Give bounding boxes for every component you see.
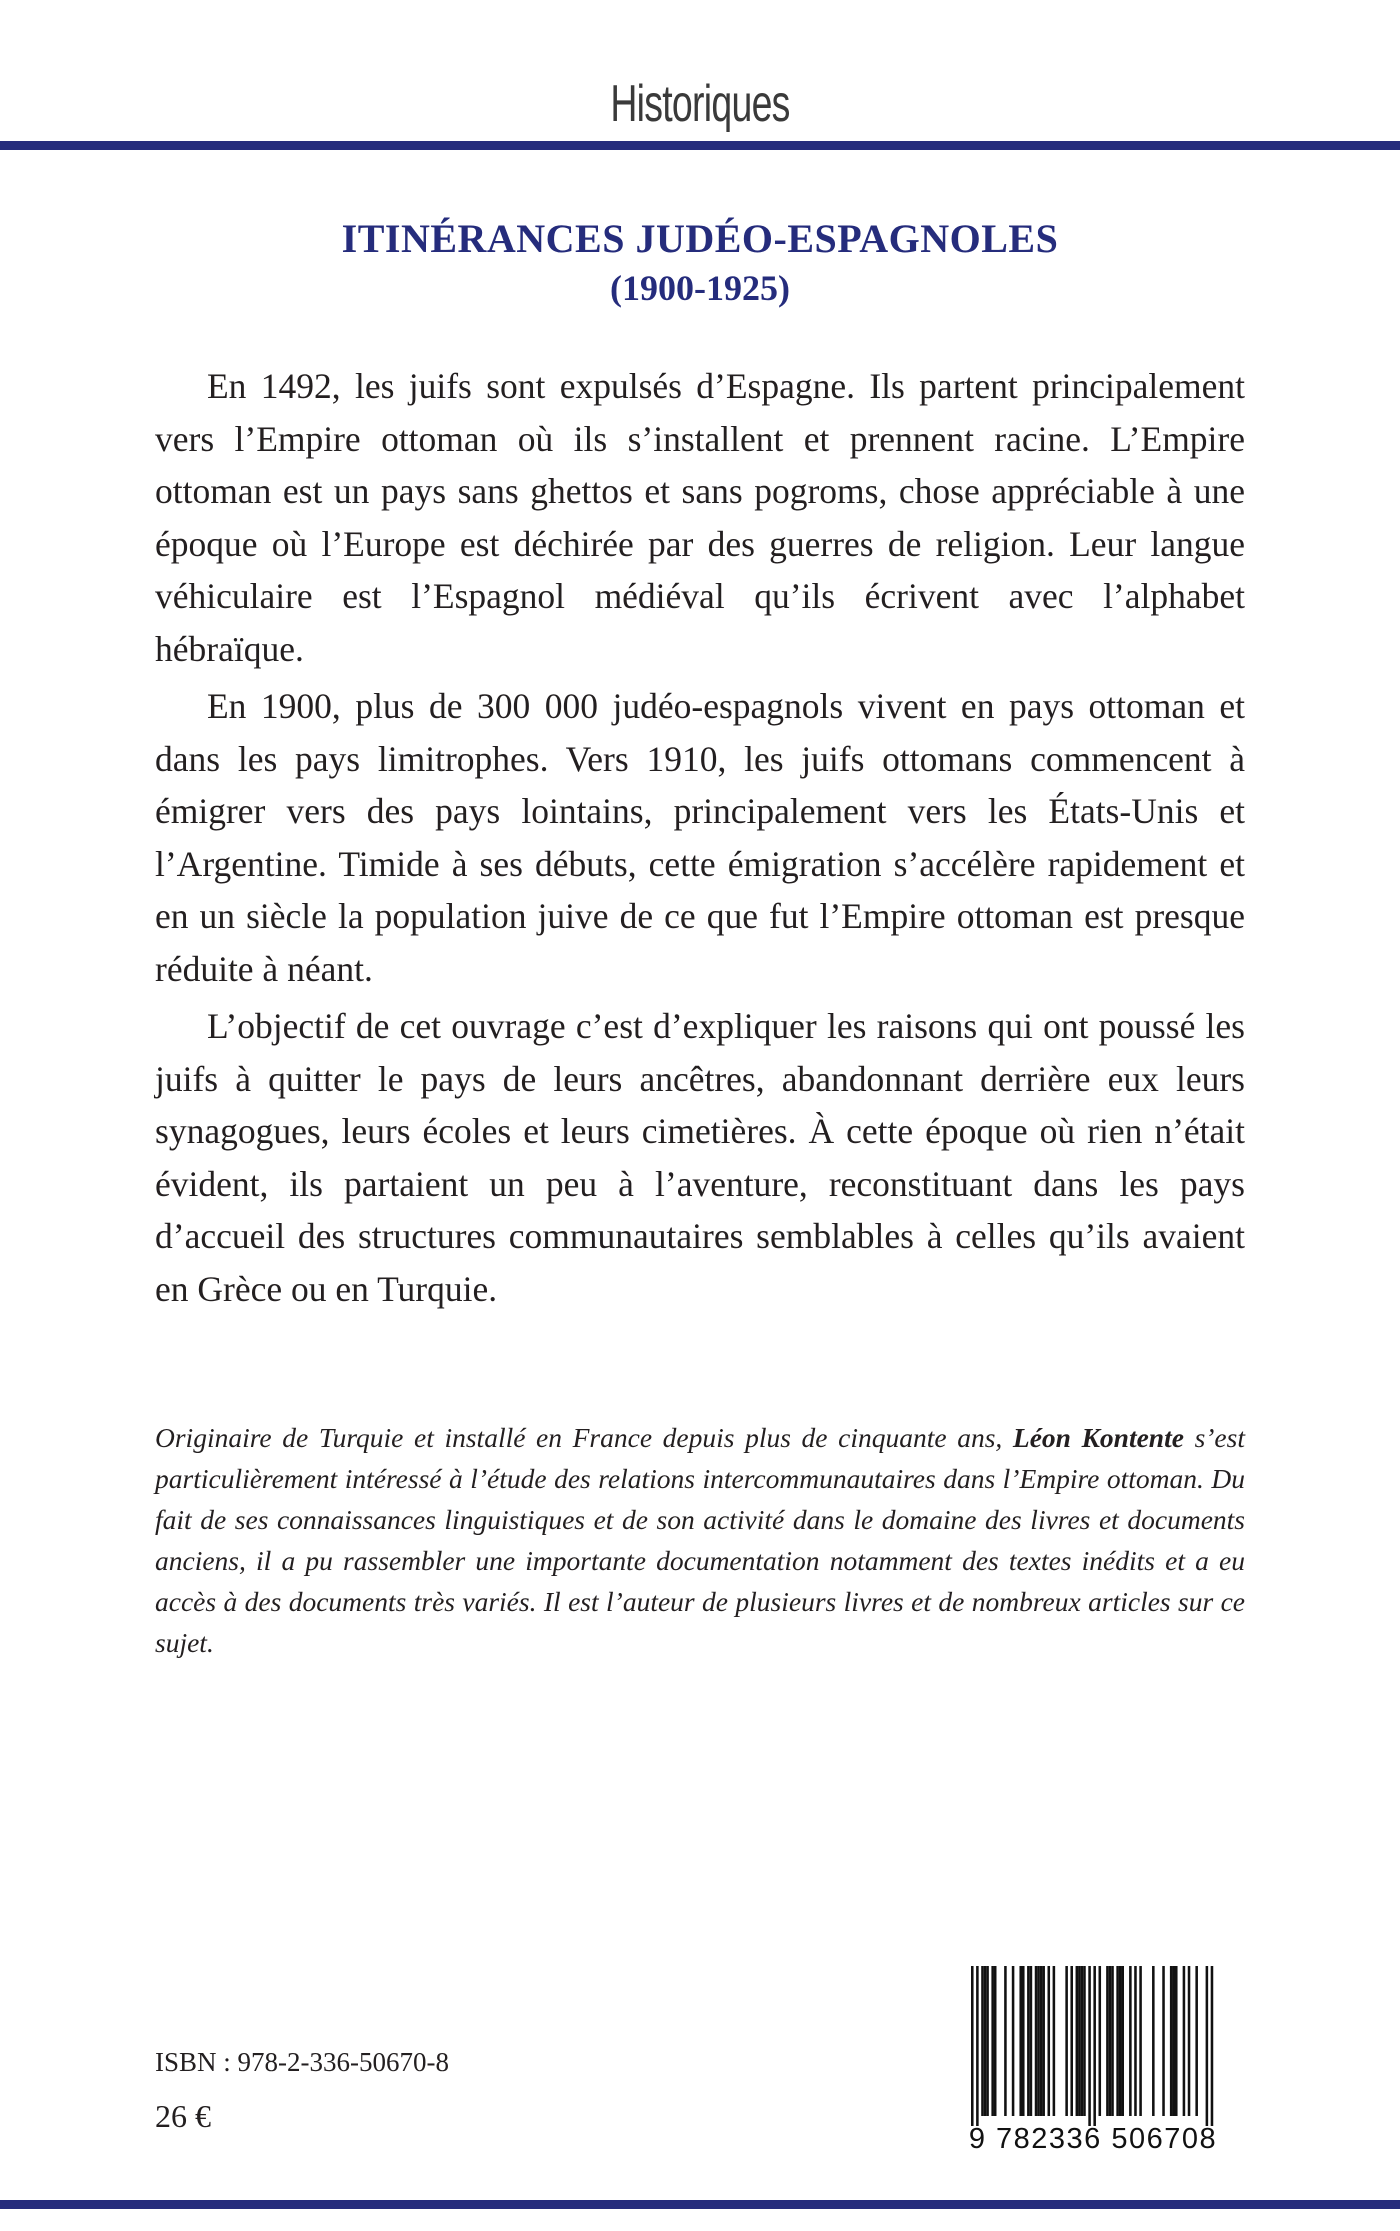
barcode-bar	[1022, 1966, 1025, 2116]
barcode-bar	[1088, 1966, 1091, 2126]
barcode-bar	[1048, 1966, 1051, 2116]
barcode-bar	[1078, 1966, 1081, 2116]
barcode-bar	[994, 1966, 997, 2116]
barcode-bar	[1206, 1966, 1209, 2126]
barcode-bar	[986, 1966, 989, 2116]
barcode-bar	[1175, 1966, 1178, 2116]
author-bio-intro: Originaire de Turquie et installé en France depuis plus de cinquante ans,	[155, 1422, 1013, 1453]
barcode-bar	[984, 1966, 987, 2116]
barcode-bar	[1076, 1966, 1079, 2116]
barcode-bar	[1035, 1966, 1038, 2116]
barcode-bar	[1081, 1966, 1084, 2116]
barcode-bar	[1111, 1966, 1114, 2116]
barcode-bar	[1030, 1966, 1033, 2116]
barcode-bar	[1170, 1966, 1173, 2116]
barcode-digits: 9 782336 506708	[968, 2123, 1218, 2155]
barcode-bar	[981, 1966, 984, 2116]
author-name: Léon Kontente	[1012, 1422, 1184, 1453]
barcode-bar	[1083, 1966, 1086, 2116]
barcode-bar	[1195, 1966, 1198, 2116]
barcode-bar	[1019, 1966, 1022, 2116]
isbn: ISBN : 978-2-336-50670-8	[155, 2047, 449, 2077]
author-bio-rest: s’est particulièrement intéressé à l’étude des relations intercommunautaires dans l’Empire ottoman. Du fait de ses connaissances linguistiques et de son activité dans le domaine des livres et documents anciens, il a pu rassembler une importante documentation notamment des textes inédits et a eu accès à des documents très variés. Il est l’auteur de plusieurs livres et de nombreux articles sur ce sujet.	[155, 1422, 1245, 1658]
barcode-bar	[1152, 1966, 1155, 2116]
barcode-bar	[1129, 1966, 1132, 2116]
author-bio	[155, 1417, 1245, 1663]
barcode-bar	[1119, 1966, 1122, 2116]
barcode-bar	[1070, 1966, 1073, 2116]
barcode-bar	[1093, 1966, 1096, 2126]
barcode-bar	[1109, 1966, 1112, 2116]
summary-paragraph: En 1492, les juifs sont expulsés d’Espagne. Ils partent principalement vers l’Empire ottoman où ils s’installent et prennent racine. L’Empire ottoman est un pays sans ghettos et sans pogroms, chose appréciable à une époque où l’Europe est déchirée par des guerres de religion. Leur langue véhiculaire est l’Espagnol médiéval qu’ils écrivent avec l’alphabet hébraïque.	[155, 366, 1245, 669]
bottom-rule	[0, 2200, 1400, 2209]
barcode-bar	[1004, 1966, 1007, 2116]
barcode-bar	[1037, 1966, 1040, 2116]
barcode-bar	[1040, 1966, 1043, 2116]
barcode-bar	[1053, 1966, 1056, 2116]
barcode-bar	[1188, 1966, 1191, 2116]
book-title: ITINÉRANCES JUDÉO-ESPAGNOLES	[341, 216, 1059, 261]
barcode-bar	[976, 1966, 979, 2126]
top-rule	[0, 141, 1400, 150]
barcode-bar	[991, 1966, 994, 2116]
barcode-bar	[1012, 1966, 1015, 2116]
book-subtitle: (1900-1925)	[610, 268, 790, 308]
barcode-bar	[1106, 1966, 1109, 2116]
barcode-bar	[1099, 1966, 1102, 2116]
series-name: Historiques	[610, 75, 790, 133]
barcode-bar	[1065, 1966, 1068, 2116]
barcode-bar	[1139, 1966, 1142, 2116]
summary-paragraph: L’objectif de cet ouvrage c’est d’expliquer les raisons qui ont poussé les juifs à quitter le pays de leurs ancêtres, abandonnant derrière eux leurs synagogues, leurs écoles et leurs cimetières. À cette époque où rien n’était évident, ils partaient un peu à l’aventure, reconstituant dans les pays d’accueil des structures communautaires semblables à celles qu’ils avaient en Grèce ou en Turquie.	[155, 1006, 1245, 1309]
barcode-bar	[1027, 1966, 1030, 2116]
barcode-bar	[1172, 1966, 1175, 2116]
barcode-bar	[971, 1966, 974, 2126]
summary-paragraph: En 1900, plus de 300 000 judéo-espagnols vivent en pays ottoman et dans les pays limitrophes. Vers 1910, les juifs ottomans commencent à émigrer vers des pays lointains, principalement vers les États-Unis et l’Argentine. Timide à ses débuts, cette émigration s’accélère rapidement et en un siècle la population juive de ce que fut l’Empire ottoman est presque réduite à néant.	[155, 686, 1245, 989]
barcode-bar	[1121, 1966, 1124, 2116]
barcode-bar	[1211, 1966, 1214, 2126]
barcode-bar	[1116, 1966, 1119, 2116]
book-summary	[155, 360, 1245, 1320]
barcode-bar	[1162, 1966, 1165, 2116]
price: 26 €	[155, 2098, 211, 2134]
barcode-bar	[1042, 1966, 1045, 2116]
barcode-bar	[1134, 1966, 1137, 2116]
barcode	[951, 1960, 1236, 2155]
barcode-bar	[1183, 1966, 1186, 2116]
